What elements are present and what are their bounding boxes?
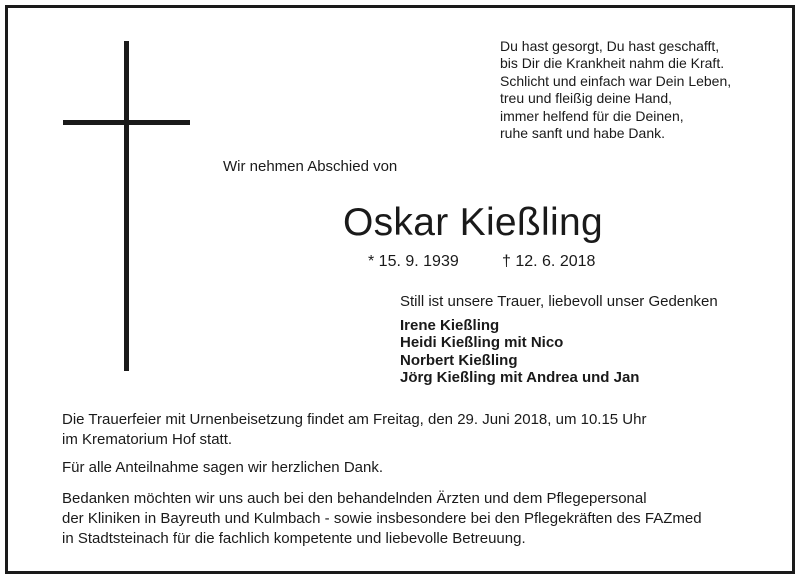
intro-text: Wir nehmen Abschied von xyxy=(223,158,398,175)
obituary-frame xyxy=(5,5,795,574)
poem-line: bis Dir die Krankheit nahm die Kraft. xyxy=(500,55,725,72)
mourner-name: Heidi Kießling mit Nico xyxy=(400,334,564,352)
deceased-name: Oskar Kießling xyxy=(343,201,603,244)
poem xyxy=(500,38,731,142)
acknowledgement-line: der Kliniken in Bayreuth und Kulmbach - sowie insbesondere bei den Pflegekräften des FAZmed xyxy=(62,510,702,527)
mourning-motto: Still ist unsere Trauer, liebevoll unser Gedenken xyxy=(400,293,718,310)
mourners-list xyxy=(400,317,639,387)
thanks-line: Für alle Anteilnahme sagen wir herzlichen Dank. xyxy=(62,459,383,476)
death-date: † 12. 6. 2018 xyxy=(502,253,596,270)
thanks-note xyxy=(62,458,383,478)
poem-line: Schlicht und einfach war Dein Leben, xyxy=(500,72,732,89)
mourner-name: Norbert Kießling xyxy=(400,351,518,369)
funeral-notice-line: Die Trauerfeier mit Urnenbeisetzung findet am Freitag, den 29. Juni 2018, um 10.15 Uhr xyxy=(62,411,647,428)
acknowledgement-line: in Stadtsteinach für die fachlich kompetente und liebevolle Betreuung. xyxy=(62,530,526,547)
mourner-name: Irene Kießling xyxy=(400,317,500,334)
mourner-name: Jörg Kießling mit Andrea und Jan xyxy=(400,369,640,387)
acknowledgement-line: Bedanken möchten wir uns auch bei den behandelnden Ärzten und dem Pflegepersonal xyxy=(62,490,647,507)
poem-line: Du hast gesorgt, Du hast geschafft, xyxy=(500,38,720,54)
funeral-notice-line: im Krematorium Hof statt. xyxy=(62,431,233,448)
poem-line: treu und fleißig deine Hand, xyxy=(500,90,672,107)
birth-date: * 15. 9. 1939 xyxy=(368,253,459,270)
funeral-notice xyxy=(62,410,646,450)
acknowledgement xyxy=(62,489,702,549)
cross-icon xyxy=(124,41,129,371)
poem-line: ruhe sanft und habe Dank. xyxy=(500,125,666,142)
cross-icon-beam xyxy=(63,120,190,125)
poem-line: immer helfend für die Deinen, xyxy=(500,107,684,124)
